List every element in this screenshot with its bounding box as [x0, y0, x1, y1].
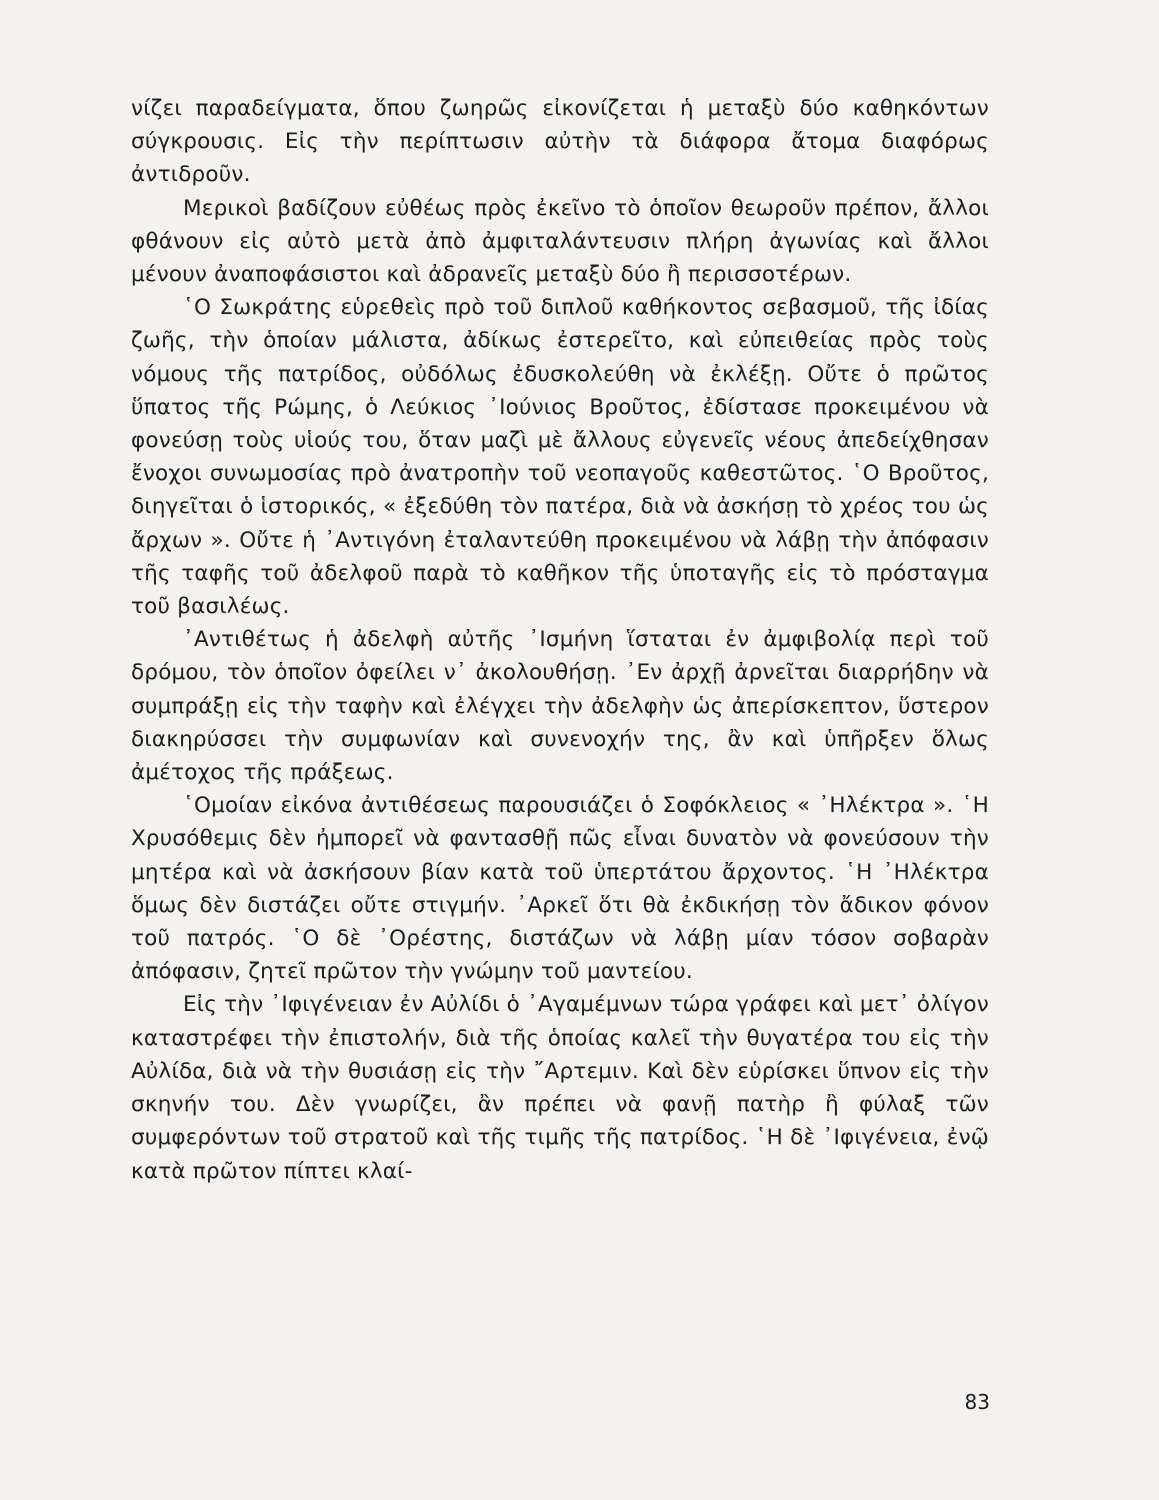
- page-number: 83: [964, 1390, 990, 1414]
- body-text: [131, 92, 989, 1188]
- paragraph-continuation: νίζει παραδείγματα, ὅπου ζωηρῶς εἰκονίζεται ἡ μεταξὺ δύο καθηκόντων σύγκρουσις. Εἰς τὴν περίπτωσιν αὐτὴν τὰ διάφορα ἄτομα διαφόρως ἀντιδροῦν.: [131, 96, 989, 188]
- paragraph: Εἰς τὴν ᾿Ιφιγένειαν ἐν Αὐλίδι ὁ ᾿Αγαμέμνων τώρα γράφει καὶ μετ᾿ ὀλίγον καταστρέφει τὴν ἐπιστολήν, διὰ τῆς ὁποίας καλεῖ τὴν θυγατέρα του εἰς τὴν Αὐλίδα, διὰ νὰ τὴν θυσιάσῃ εἰς τὴν ῎Αρτεμιν. Καὶ δὲν εὑρίσκει ὕπνον εἰς τὴν σκηνήν του. Δὲν γνωρίζει, ἂν πρέπει νὰ φανῇ πατὴρ ἢ φύλαξ τῶν συμφερόντων τοῦ στρατοῦ καὶ τῆς τιμῆς τῆς πατρίδος. ῾Η δὲ ᾿Ιφιγένεια, ἐνῷ κατὰ πρῶτον πίπτει κλαί-: [131, 992, 989, 1184]
- paragraph: ῾Ο Σωκράτης εὑρεθεὶς πρὸ τοῦ διπλοῦ καθήκοντος σεβασμοῦ, τῆς ἰδίας ζωῆς, τὴν ὁποίαν μάλιστα, ἀδίκως ἐστερεῖτο, καὶ εὐπειθείας πρὸς τοὺς νόμους τῆς πατρίδος, οὐδόλως ἐδυσκολεύθη νὰ ἐκλέξῃ. Οὔτε ὁ πρῶτος ὕπατος τῆς Ρώμης, ὁ Λεύκιος ᾿Ιούνιος Βροῦτος, ἐδίστασε προκειμένου νὰ φονεύσῃ τοὺς υἱούς του, ὅταν μαζὶ μὲ ἄλλους εὐγενεῖς νέους ἀπεδείχθησαν ἔνοχοι συνωμοσίας πρὸ ἀνατροπὴν τοῦ νεοπαγοῦς καθεστῶτος. ῾Ο Βροῦτος, διηγεῖται ὁ ἱστορικός, « ἐξεδύθη τὸν πατέρα, διὰ νὰ ἀσκήσῃ τὸ χρέος του ὡς ἄρχων ». Οὔτε ἡ ᾿Αντιγόνη ἐταλαντεύθη προκειμένου νὰ λάβῃ τὴν ἀπόφασιν τῆς ταφῆς τοῦ ἀδελφοῦ παρὰ τὸ καθῆκον τῆς ὑποταγῆς εἰς τὸ πρόσταγμα τοῦ βασιλέως.: [131, 295, 989, 620]
- paragraph: ᾿Αντιθέτως ἡ ἀδελφὴ αὐτῆς ᾿Ισμήνη ἵσταται ἐν ἀμφιβολίᾳ περὶ τοῦ δρόμου, τὸν ὁποῖον ὀφείλει ν᾿ ἀκολουθήσῃ. ᾿Εν ἀρχῇ ἀρνεῖται διαρρήδην νὰ συμπράξῃ εἰς τὴν ταφὴν καὶ ἐλέγχει τὴν ἀδελφὴν ὡς ἀπερίσκεπτον, ὕστερον διακηρύσσει τὴν συμφωνίαν καὶ συνενοχήν της, ἂν καὶ ὑπῆρξεν ὅλως ἀμέτοχος τῆς πράξεως.: [131, 627, 989, 786]
- paragraph: ῾Ομοίαν εἰκόνα ἀντιθέσεως παρουσιάζει ὁ Σοφόκλειος « ᾿Ηλέκτρα ». ῾Η Χρυσόθεμις δὲν ἠμπορεῖ νὰ φαντασθῇ πῶς εἶναι δυνατὸν νὰ φονεύσουν τὴν μητέρα καὶ νὰ ἀσκήσουν βίαν κατὰ τοῦ ὑπερτάτου ἄρχοντος. ῾Η ᾿Ηλέκτρα ὅμως δὲν διστάζει οὔτε στιγμήν. ᾿Αρκεῖ ὅτι θὰ ἐκδικήσῃ τὸν ἄδικον φόνον τοῦ πατρός. ῾Ο δὲ ᾿Ορέστης, διστάζων νὰ λάβῃ μίαν τόσον σοβαρὰν ἀπόφασιν, ζητεῖ πρῶτον τὴν γνώμην τοῦ μαντείου.: [131, 793, 989, 985]
- paragraph: Μερικοὶ βαδίζουν εὐθέως πρὸς ἐκεῖνο τὸ ὁποῖον θεωροῦν πρέπον, ἄλλοι φθάνουν εἰς αὐτὸ μετὰ ἀπὸ ἀμφιταλάντευσιν πλήρη ἀγωνίας καὶ ἄλλοι μένουν ἀναποφάσιστοι καὶ ἀδρανεῖς μεταξὺ δύο ἢ περισσοτέρων.: [131, 195, 989, 288]
